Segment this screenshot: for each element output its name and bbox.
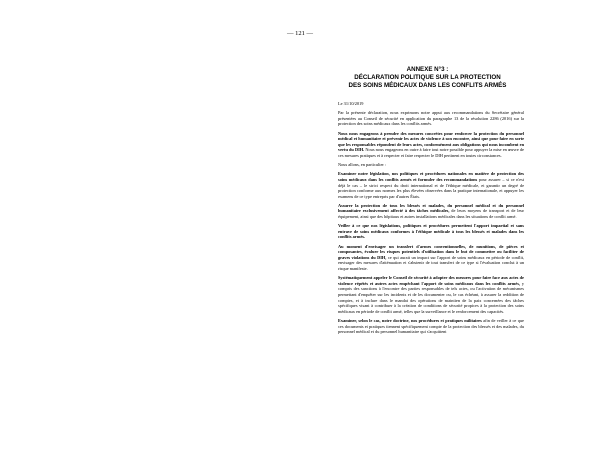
paragraph-legislation-review-bold: Examiner notre législation, nos politiques et procédures nationales en matière de protection des soins médicaux dans les conflits armés et formuler des recommandations bbox=[338, 171, 524, 182]
heading-line-annex: ANNEXE N°3 : bbox=[406, 66, 449, 73]
paragraph-protection-text: de leurs moyens de transport et de leur équipement, ainsi que des hôpitaux et autres installations médicales dans les situations de conflit armé. bbox=[338, 208, 524, 220]
paragraph-protection bbox=[338, 203, 524, 220]
declaration-date: Le 31/10/2019 bbox=[338, 101, 364, 106]
paragraph-arms-transfer-text: ce qui aurait un impact sur l'apport de soins médicaux en période de conflit, envisager des mesures d'atténuation et s'abstenir de tout transfert de ce type si l'évaluation conclut à un risque manifeste. bbox=[338, 254, 524, 271]
paragraph-security-council-bold: Systématiquement appeler le Conseil de sécurité à adopter des mesures pour faire face aux actes de violence répétés et autres actes empêchant l'apport de soins médicaux dans les conflits armés, bbox=[338, 275, 524, 286]
paragraph-impartial-care bbox=[338, 223, 524, 240]
paragraph-military-doctrine-bold: Examiner, selon le cas, notre doctrine, nos procédures et pratiques militaires bbox=[338, 317, 482, 323]
paragraph-intro-text: Par la présente déclaration, nous exprimons notre appui aux recommandations du Secrétaire général présentées au Conseil de sécurité en application du paragraphe 13 de la résolution 2286 (2016) sur la protection des soins médicaux dans les conflits armés. bbox=[338, 110, 524, 127]
paragraph-military-doctrine bbox=[338, 318, 524, 335]
declaration-body bbox=[338, 101, 524, 338]
paragraph-military-doctrine-text: afin de veiller à ce que ces documents et pratiques tiennent spécifiquement compte de la protection des blessés et des malades, du personnel médical et du personnel humanitaire qui s'acquittent bbox=[338, 317, 524, 335]
annex-heading bbox=[335, 66, 520, 90]
paragraph-intro bbox=[338, 110, 524, 127]
paragraph-commitment bbox=[338, 131, 524, 159]
paragraph-in-particular bbox=[338, 162, 524, 168]
paragraph-arms-transfer-bold: Au moment d'envisager un transfert d'armes conventionnelles, de munitions, de pièces et composantes, évaluer les risques potentiels d'utilisation dans le but de commettre ou faciliter de graves violations du DIH, bbox=[338, 243, 524, 260]
paragraph-protection-bold: Assurer la protection de tous les blessés et malades, du personnel médical et du personnel humanitaire exclusivement affecté à des tâches médicales, bbox=[338, 202, 524, 214]
heading-line-subtitle: DES SOINS MÉDICAUX DANS LES CONFLITS ARMÉS bbox=[348, 82, 507, 89]
paragraph-legislation-review bbox=[338, 171, 524, 199]
paragraph-impartial-care-bold: Veiller à ce que nos législations, politiques et procédures permettent l'apport impartial et sans entrave de soins médicaux conformes à l'éthique médicale à tous les blessés et malades dans les conflits armés. bbox=[338, 223, 524, 240]
heading-line-title: DÉCLARATION POLITIQUE SUR LA PROTECTION bbox=[354, 74, 501, 81]
paragraph-in-particular-text: Nous allons, en particulier : bbox=[338, 162, 387, 168]
paragraph-commitment-text: Nous nous engageons en outre à faire tout notre possible pour appuyer la mise en œuvre de ces mesures pratiques et à respecter et faire respecter le DIH pertinent en toutes circonstances. bbox=[338, 147, 524, 158]
paragraph-legislation-review-text: pour assurer – si ce n'est déjà le cas – le strict respect du droit international et de l'éthique médicale, et garantir un degré de protection conforme aux normes les plus élevées observées dans la pratique internationale, et appuyer les examens de ce type entrepris par d'autres États. bbox=[338, 176, 525, 199]
paragraph-arms-transfer bbox=[338, 244, 524, 272]
paragraph-security-council bbox=[338, 275, 524, 314]
page-number: — 121 — bbox=[287, 30, 313, 37]
paragraph-security-council-text: y compris des sanctions à l'encontre des parties responsables de tels actes, ou l'activation de mécanismes permettant d'enquêter sur les incidents et de les documenter ou, le cas échéant, à assurer la reddition de comptes, et à inclure dans le mandat des opérations de maintien de la paix concernées des tâches spécifiques visant à contribuer à la création de conditions de sécurité propices à la protection des soins médicaux en période de conflit armé, telles que la surveillance et le renforcement des capacités. bbox=[338, 280, 524, 314]
paragraph-commitment-bold: Nous nous engageons à prendre des mesures concrètes pour renforcer la protection du personnel médical et humanitaire et prévenir les actes de violence à son encontre, ainsi que pour faire en sorte que les responsables répondent de leurs actes, conformément aux obligations qui nous incombent en vertu du DIH. bbox=[338, 130, 524, 153]
